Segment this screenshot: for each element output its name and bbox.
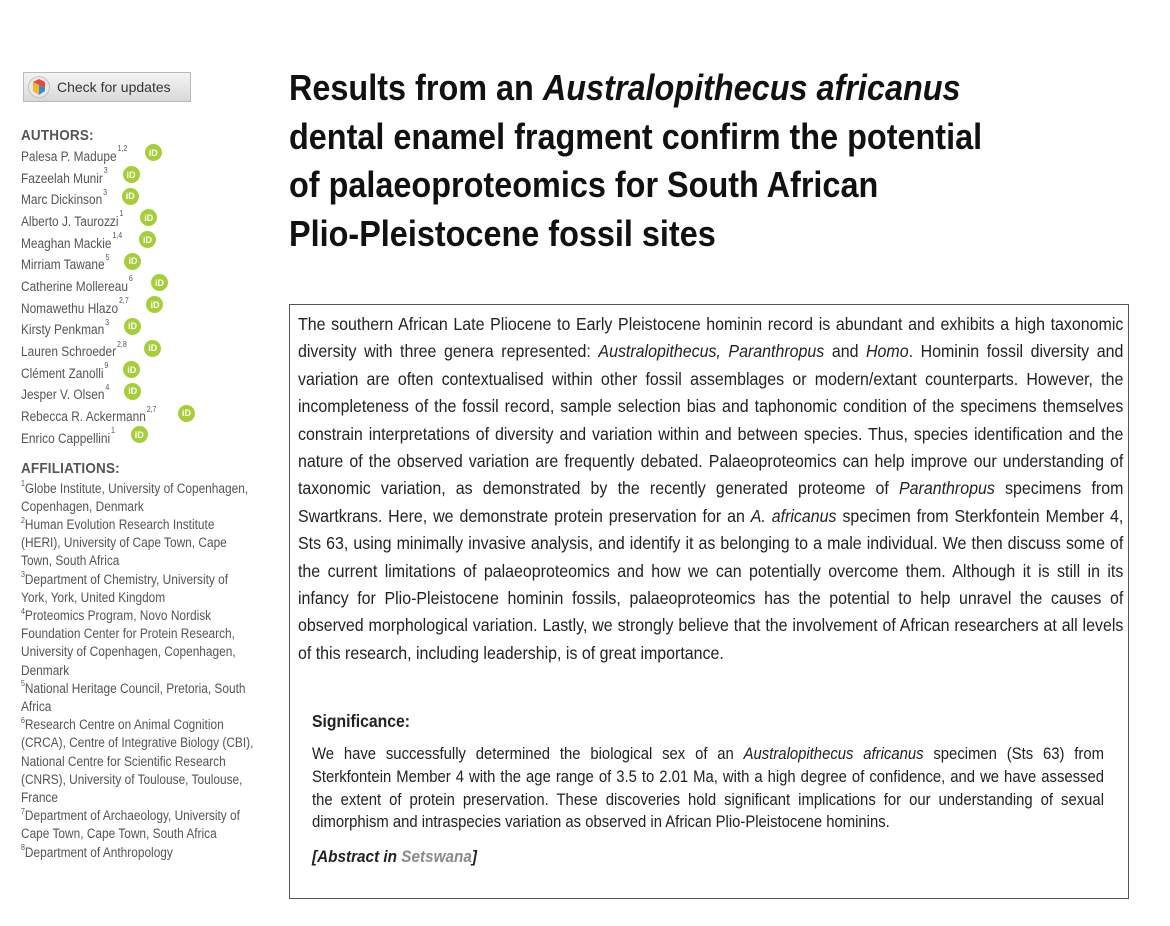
author-item (21, 254, 271, 276)
affiliations-list (21, 480, 271, 862)
affiliation-text: Department of Anthropology (24, 844, 173, 860)
author-name[interactable]: Marc Dickinson$^3$ (21, 187, 108, 208)
abstract-genus-3: Paranthropus (899, 478, 995, 499)
author-item (21, 341, 271, 363)
abstract-translation (312, 847, 1104, 867)
affiliation-item (21, 516, 254, 571)
affiliation-text: Proteomics Program, Novo Nordisk Foundation Center for Protein Research, University of Copenhagen, Copenhagen, Denmark (21, 608, 236, 678)
author-item (21, 233, 271, 255)
author-affiliation-sup: 1,4 (112, 231, 123, 241)
orcid-icon[interactable]: iD (123, 166, 140, 183)
author-item (21, 406, 271, 428)
author-item (21, 298, 271, 320)
crossmark-icon (28, 76, 50, 98)
author-affiliation-sup: 3 (103, 187, 108, 197)
author-item (21, 168, 271, 190)
affiliation-text: Research Centre on Animal Cognition (CRCA), Centre of Integrative Biology (CBI), National Centre for Scientific Research (CNRS), University of Toulouse, Toulouse, France (21, 717, 254, 806)
abstract-text (298, 311, 1123, 667)
orcid-icon[interactable]: iD (178, 405, 195, 422)
author-item (21, 363, 271, 385)
orcid-icon[interactable]: iD (131, 426, 148, 443)
orcid-icon[interactable]: iD (124, 318, 141, 335)
affiliation-item (21, 807, 254, 843)
author-affiliation-sup: 1 (119, 209, 124, 219)
affiliation-number: 8 (21, 843, 25, 853)
author-affiliation-sup: 2,8 (116, 339, 127, 349)
left-column (21, 72, 271, 862)
author-name[interactable]: Mirriam Tawane$^5$ (21, 252, 110, 273)
affiliation-item (21, 480, 254, 516)
author-name[interactable]: Rebecca R. Ackermann$^{2,7}$ (21, 404, 157, 425)
significance-part-1: We have successfully determined the biological sex of an (312, 745, 744, 763)
author-affiliation-sup: 4 (105, 382, 110, 392)
author-item (21, 382, 271, 407)
significance-section (312, 709, 1104, 867)
orcid-icon[interactable]: iD (144, 340, 161, 357)
title-line-1 (289, 64, 991, 113)
significance-species: Australopithecus africanus (743, 745, 924, 763)
abstract-part-1: The southern African Late Pliocene to Early Pleistocene hominin record is abundant and exhibits a high taxonomic diversity with three genera represented: (298, 314, 1124, 362)
affiliation-text: Department of Chemistry, University of York, York, United Kingdom (21, 571, 229, 605)
author-affiliation-sup: 9 (104, 361, 109, 371)
check-for-updates-button[interactable] (23, 72, 191, 102)
author-name[interactable]: Kirsty Penkman$^3$ (21, 317, 109, 338)
check-for-updates-label: Check for updates (57, 79, 171, 95)
affiliation-number: 2 (21, 515, 25, 525)
orcid-icon[interactable]: iD (139, 231, 156, 248)
author-name[interactable]: Lauren Schroeder$^{2,8}$ (21, 339, 127, 360)
abstract-species-1: A. africanus (750, 505, 837, 526)
abstract-genus-2: Homo (866, 341, 909, 362)
author-item (21, 146, 271, 168)
affiliation-text: National Heritage Council, Pretoria, South Africa (21, 680, 246, 715)
abstract-part-2: . Hominin fossil diversity and variation are often contextualised within other fossil assemblages or modern/extant counterparts. However, the incompleteness of the fossil record, sample selection bias and taphonomic condition of the specimens themselves constrain interpretations of diversity and variation within and between species. Thus, species identification and the nature of the observed variation are frequently debated. Palaeoproteomics can help improve our understanding of taxonomic variation, as demonstrated by the recently generated proteome of (298, 341, 1124, 499)
significance-text (312, 743, 1104, 834)
author-name[interactable]: Alberto J. Taurozzi$^1$ (21, 209, 124, 229)
affiliations-heading: AFFILIATIONS: (21, 459, 120, 477)
abstract-translation-close: ] (471, 847, 477, 867)
affiliation-item (21, 844, 254, 862)
article-title (289, 64, 991, 258)
orcid-icon[interactable]: iD (140, 209, 157, 226)
author-name[interactable]: Jesper V. Olsen$^4$ (21, 382, 110, 403)
authors-list (21, 146, 271, 450)
author-affiliation-sup: 3 (105, 317, 109, 327)
orcid-icon[interactable]: iD (124, 253, 141, 270)
abstract-translation-open: [Abstract in (312, 847, 402, 867)
author-affiliation-sup: 6 (128, 274, 133, 284)
authors-heading: AUTHORS: (21, 127, 94, 144)
orcid-icon[interactable]: iD (145, 144, 162, 161)
significance-heading: Significance: (312, 711, 411, 731)
author-item (21, 276, 271, 298)
affiliation-text: Globe Institute, University of Copenhagen, Copenhagen, Denmark (21, 480, 249, 514)
author-name[interactable]: Meaghan Mackie$^{1,4}$ (21, 231, 123, 251)
affiliation-number: 6 (21, 715, 25, 725)
title-line-2: dental enamel fragment confirm the potential (289, 115, 983, 157)
abstract-box (289, 304, 1129, 899)
affiliation-text: Human Evolution Research Institute (HERI), University of Cape Town, Cape Town, South Africa (21, 517, 227, 569)
affiliation-text: Department of Archaeology, University of Cape Town, Cape Town, South Africa (21, 808, 240, 842)
affiliation-item (21, 571, 254, 607)
affiliation-number: 5 (21, 679, 25, 689)
orcid-icon[interactable]: iD (122, 188, 139, 205)
title-line-4: Plio-Pleistocene fossil sites (289, 212, 716, 254)
affiliation-number: 7 (21, 806, 25, 816)
author-affiliation-sup: 1,2 (117, 144, 128, 154)
affiliation-number: 3 (21, 570, 25, 580)
title-line-1-prefix: Results from an (289, 67, 543, 108)
author-affiliation-sup: 2,7 (118, 296, 129, 306)
author-item (21, 317, 271, 342)
title-line-3: of palaeoproteomics for South African (289, 164, 879, 205)
abstract-language-link[interactable]: Setswana (401, 847, 472, 867)
author-name[interactable]: Fazeelah Munir$^3$ (21, 166, 108, 186)
orcid-icon[interactable]: iD (124, 383, 141, 400)
author-affiliation-sup: 1 (111, 426, 115, 436)
abstract-part-4: specimen from Sterkfontein Member 4, Sts 63, using minimally invasive analysis, and identify it as belonging to a male individual. We then discuss some of the current limitations of palaeoproteomics and how we can potentially overcome them. Although it is still in its infancy for Plio-Pleistocene hominin fossils, palaeoproteomics has the potential to help unravel the causes of observed morphological variation. Lastly, we strongly believe that the involvement of African researchers at all levels of this research, including leadership, is of great importance. (298, 505, 1124, 663)
author-affiliation-sup: 2,7 (146, 404, 157, 414)
author-affiliation-sup: 3 (103, 166, 108, 176)
affiliation-item (21, 607, 254, 680)
orcid-icon[interactable]: iD (146, 296, 163, 313)
affiliation-number: 1 (21, 479, 25, 489)
abstract-part-3: specimens from Swartkrans. Here, we demonstrate protein preservation for an (298, 478, 1124, 526)
author-name[interactable]: Clément Zanolli$^9$ (21, 361, 109, 381)
author-affiliation-sup: 5 (105, 252, 110, 262)
orcid-icon[interactable]: iD (123, 361, 140, 378)
significance-part-2: specimen (Sts 63) from Sterkfontein Member 4 with the age range of 3.5 to 2.01 Ma, with a high degree of confidence, and we have assessed the extent of protein preservation. These discoveries hold significant implications for our understanding of sexual dimorphism and intraspecies variation as observed in African Plio-Pleistocene hominins. (312, 745, 1104, 832)
orcid-icon[interactable]: iD (151, 274, 168, 291)
abstract-genus-1: Australopithecus, Paranthropus (598, 341, 825, 362)
author-name[interactable]: Nomawethu Hlazo$^{2,7}$ (21, 296, 129, 316)
author-name[interactable]: Catherine Mollereau$^6$ (21, 274, 133, 294)
affiliation-item (21, 716, 254, 807)
affiliation-number: 4 (21, 606, 25, 616)
author-item (21, 428, 271, 450)
title-species: Australopithecus africanus (542, 67, 961, 108)
abstract-and: and (824, 341, 867, 362)
author-name[interactable]: Palesa P. Madupe$^{1,2}$ (21, 144, 128, 164)
author-name[interactable]: Enrico Cappellini$^1$ (21, 426, 115, 446)
affiliation-item (21, 680, 254, 716)
